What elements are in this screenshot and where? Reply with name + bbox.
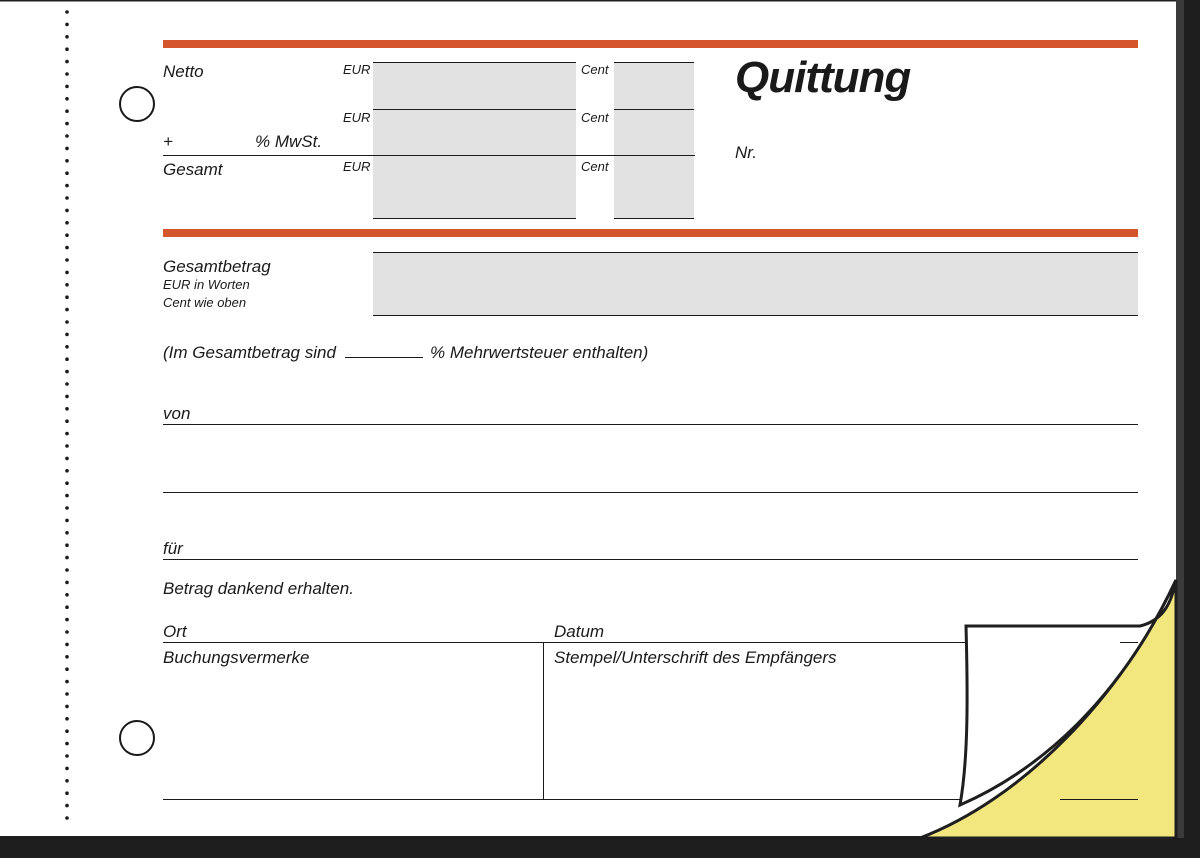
perforation-dot <box>65 320 69 324</box>
perforation-dot <box>65 593 69 597</box>
von-line[interactable] <box>163 424 1138 425</box>
mwst-note-before: (Im Gesamtbetrag sind <box>163 343 336 362</box>
eur-label-gesamt: EUR <box>343 159 371 174</box>
eur-label-netto: EUR <box>343 62 371 77</box>
perforation-dot <box>65 717 69 721</box>
perforation-dot <box>65 804 69 808</box>
perforation-dot <box>65 680 69 684</box>
gesamtbetrag-label: Gesamtbetrag <box>163 257 271 276</box>
perforation-dot <box>65 345 69 349</box>
netto-label: Netto <box>163 62 204 81</box>
ort-datum-line <box>163 642 966 643</box>
perforation-dot <box>65 457 69 461</box>
perforation-dot <box>65 147 69 151</box>
perforation-dot <box>65 60 69 64</box>
perforation-dot <box>65 109 69 113</box>
eur-label-mwst: EUR <box>343 110 371 125</box>
perforation-dot <box>65 72 69 76</box>
mwst-label: % MwSt. <box>255 132 323 151</box>
punch-hole-top <box>119 86 155 122</box>
perforation-dot <box>65 605 69 609</box>
perforation-dot <box>65 271 69 275</box>
perforation-dot <box>65 692 69 696</box>
perforation-dot <box>65 258 69 262</box>
perforation-dot <box>65 171 69 175</box>
perforation-dot <box>65 779 69 783</box>
perforation-dot <box>65 196 69 200</box>
perforation-dot <box>65 97 69 101</box>
perforation-dot <box>65 47 69 51</box>
form-title: Quittung <box>735 53 911 102</box>
gesamt-label: Gesamt <box>163 160 223 179</box>
perforation-dot <box>65 742 69 746</box>
cent-label-mwst: Cent <box>581 110 609 125</box>
perforation-dot <box>65 469 69 473</box>
punch-hole-bottom <box>119 720 155 756</box>
perforation-dot <box>65 295 69 299</box>
perforation-dot <box>65 568 69 572</box>
eur-field-column[interactable] <box>373 62 576 219</box>
buchungsvermerke-field[interactable] <box>163 668 541 796</box>
perforation-dot <box>65 10 69 14</box>
perforation-dot <box>65 754 69 758</box>
perforation-dot <box>65 233 69 237</box>
datum-label: Datum <box>554 622 605 641</box>
perforation-dot <box>65 444 69 448</box>
perforation-dot <box>65 159 69 163</box>
perforation-dot <box>65 519 69 523</box>
cent-field-column[interactable] <box>614 62 694 219</box>
perforation-dot <box>65 308 69 312</box>
perforation-dot <box>65 767 69 771</box>
orange-rule-top <box>163 40 1138 48</box>
perforation-dot <box>65 531 69 535</box>
stempel-label: Stempel/Unterschrift des Empfängers <box>554 648 837 667</box>
perforation-dot <box>65 419 69 423</box>
perforation-dot <box>65 357 69 361</box>
von-line-2[interactable] <box>163 492 1138 493</box>
cent-label-netto: Cent <box>581 62 609 77</box>
amount-in-words-field[interactable] <box>373 252 1138 316</box>
perforation-dot <box>65 729 69 733</box>
number-field[interactable] <box>770 140 1130 164</box>
perforation-dot <box>65 333 69 337</box>
number-label: Nr. <box>735 143 758 162</box>
perforation-dot <box>65 432 69 436</box>
perforation-dot <box>65 618 69 622</box>
perforation-dot <box>65 23 69 27</box>
perforation-dot <box>65 134 69 138</box>
cent-wie-oben-label: Cent wie oben <box>163 295 247 310</box>
perforation-dot <box>65 122 69 126</box>
perforation-dot <box>65 221 69 225</box>
perforation-dot <box>65 543 69 547</box>
yellow-copy-rule <box>1120 642 1138 643</box>
perforation-dot <box>65 643 69 647</box>
ort-label: Ort <box>163 622 187 641</box>
perforation-dot <box>65 35 69 39</box>
perforation-dot <box>65 481 69 485</box>
perforation-dot <box>65 246 69 250</box>
perforation-dot <box>65 667 69 671</box>
plus-sign: + <box>163 132 173 151</box>
perforation-dot <box>65 85 69 89</box>
cent-label-gesamt: Cent <box>581 159 609 174</box>
perforation-dot <box>65 494 69 498</box>
perforation-dot <box>65 184 69 188</box>
fuer-line[interactable] <box>163 559 1138 560</box>
perforation-dot <box>65 506 69 510</box>
perforation-dot <box>65 370 69 374</box>
perforation-dot <box>65 705 69 709</box>
perforation-dot <box>65 395 69 399</box>
perforation-dot <box>65 655 69 659</box>
signature-field[interactable] <box>548 668 958 796</box>
perforation-dot <box>65 816 69 820</box>
perforation <box>62 8 72 828</box>
mwst-percent-field[interactable] <box>345 357 423 358</box>
sum-line <box>163 155 695 156</box>
perforation-dot <box>65 209 69 213</box>
mwst-note-after: % Mehrwertsteuer enthalten) <box>430 343 649 362</box>
perforation-dot <box>65 382 69 386</box>
perforation-dot <box>65 630 69 634</box>
perforation-dot <box>65 556 69 560</box>
column-divider <box>543 642 544 800</box>
eur-in-worten-label: EUR in Worten <box>163 277 250 292</box>
fuer-label: für <box>163 539 183 558</box>
perforation-dot <box>65 283 69 287</box>
orange-rule-middle <box>163 229 1138 237</box>
yellow-copy-rule-bottom <box>1060 799 1138 800</box>
perforation-dot <box>65 581 69 585</box>
perforation-dot <box>65 791 69 795</box>
betrag-erhalten-text: Betrag dankend erhalten. <box>163 579 354 598</box>
buchungsvermerke-label: Buchungsvermerke <box>163 648 310 667</box>
perforation-dot <box>65 407 69 411</box>
von-label: von <box>163 404 191 423</box>
bottom-line <box>163 799 960 800</box>
